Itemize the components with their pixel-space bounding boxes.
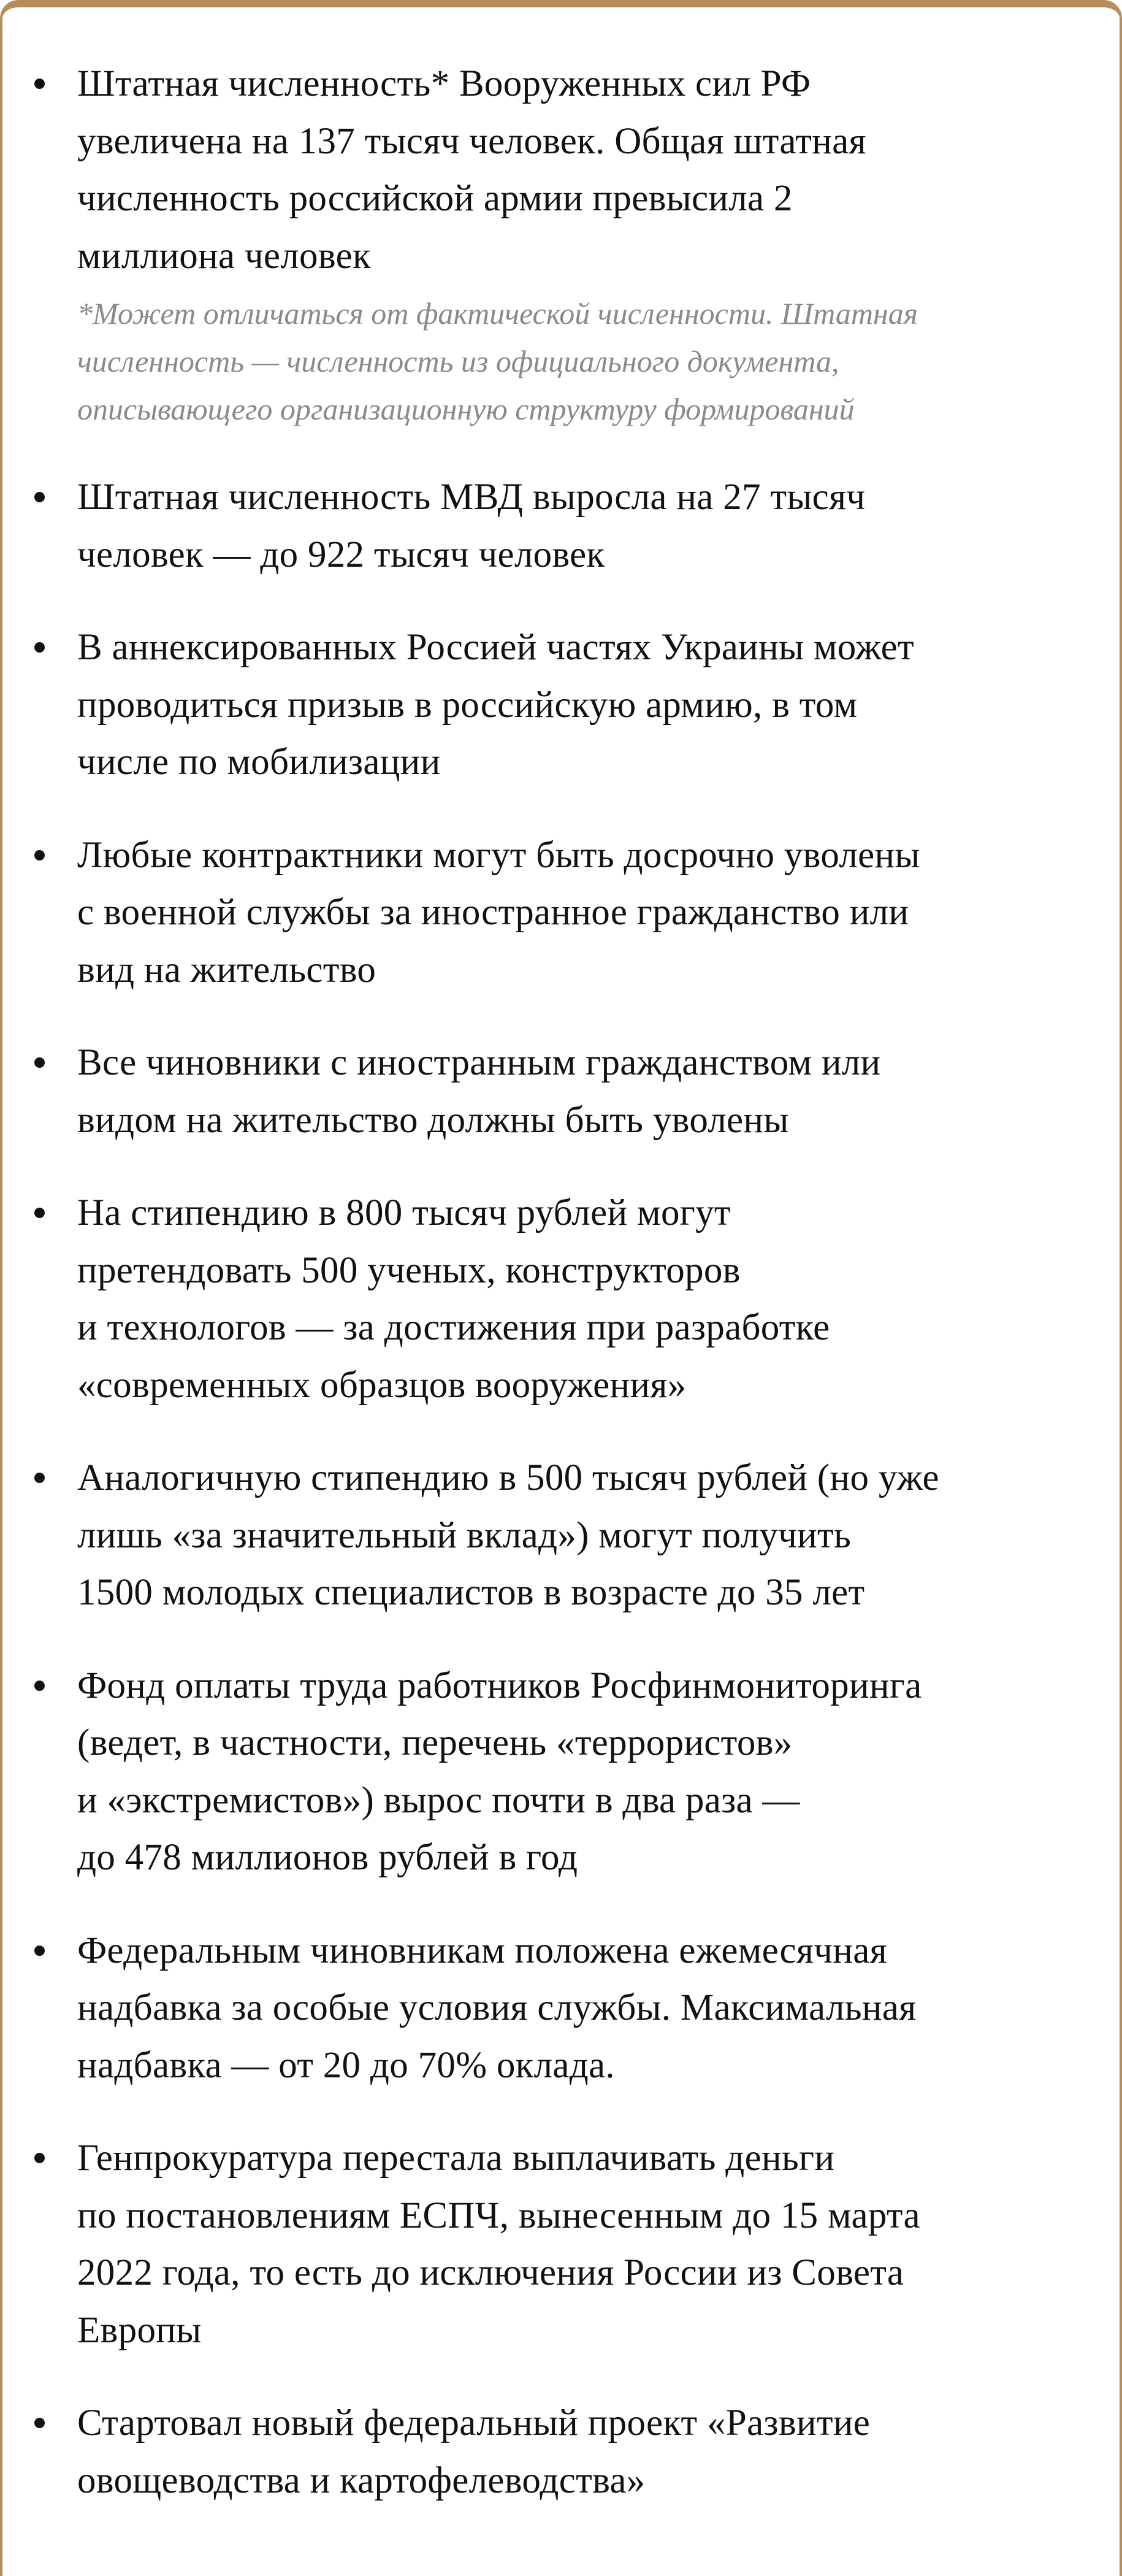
list-item-text: надбавка за особые условия службы. Максимальная [77,1987,917,2028]
list-item-text: В аннексированных Россией частях Украины может [77,627,915,668]
list-item-text: вид на жительство [77,949,376,991]
footnote [77,289,1122,433]
list-item-text: до 478 миллионов рублей в год [77,1837,578,1878]
list-item-text: Все чиновники с иностранным гражданством или [77,1042,881,1083]
list-item [2,1034,1122,1149]
list-item-text: (ведет, в частности, перечень «террористов» [77,1722,793,1763]
bullet-icon [34,1473,45,1483]
list-item-text: овощеводства и картофелеводства» [77,2459,646,2501]
bullet-icon [34,1681,45,1691]
bullet-icon [34,492,45,502]
footnote-text: описывающего организационную структуру формирований [77,392,855,426]
list-item-text: Фонд оплаты труда работников Росфинмониторинга [77,1665,922,1706]
list-item-text: Аналогичную стипендию в 500 тысяч рублей (но уже [77,1457,939,1498]
list-item-text: претендовать 500 ученых, конструкторов [77,1249,741,1291]
list-item-text: Любые контрактники могут быть досрочно уволены [77,834,920,876]
list-item-text: видом на жительство должны быть уволены [77,1099,789,1141]
list-item-text: Европы [77,2309,202,2351]
list-item-text: и «экстремистов») вырос почти в два раза — [77,1779,800,1821]
list-item-text: Штатная численность* Вооруженных сил РФ [77,63,811,104]
footnote-text: *Может отличаться от фактической численности. Штатная [77,296,918,331]
list-item [2,1657,1122,1887]
list-item-text: Федеральным чиновникам положена ежемесячная [77,1930,887,1971]
list-item-text: проводиться призыв в российскую армию, в том [77,684,858,726]
list-item-text: 2022 года, то есть до исключения России из Совета [77,2252,904,2293]
list-item-text: по постановлениям ЕСПЧ, вынесенным до 15 марта [77,2195,920,2236]
list-item-text: «современных образцов вооружения» [77,1364,687,1406]
list-item [2,1922,1122,2095]
list-item-text: надбавка — от 20 до 70% оклада. [77,2044,615,2086]
list-item-text: Генпрокуратура перестала выплачивать деньги [77,2137,835,2179]
bullet-icon [34,1208,45,1218]
list-item [2,827,1122,999]
list-item [2,2394,1122,2509]
list-item-text: численность российской армии превысила 2 [77,178,793,219]
list-item-text: числе по мобилизации [77,742,441,783]
list-item-text: человек — до 922 тысяч человек [77,534,605,575]
bullet-icon [34,2418,45,2428]
list-item-text: увеличена на 137 тысяч человек. Общая штатная [77,120,866,162]
footnote-text: численность — численность из официального документа, [77,344,839,378]
list-item-text: 1500 молодых специалистов в возрасте до 35 лет [77,1572,865,1613]
bullet-icon [34,642,45,653]
list-item [2,55,1122,433]
bullet-icon [34,79,45,89]
list-item-text: лишь «за значительный вклад») могут получить [77,1514,852,1556]
bullet-icon [34,1945,45,1956]
list-item [2,469,1122,583]
facts-list [2,55,1122,2545]
list-item-text: Штатная численность МВД выросла на 27 тысяч [77,477,866,518]
bullet-icon [34,1057,45,1068]
list-item-text: На стипендию в 800 тысяч рублей могут [77,1192,731,1233]
list-item-text: миллиона человек [77,235,371,277]
list-item-text: с военной службы за иностранное гражданство или [77,892,909,933]
list-item [2,619,1122,791]
list-item-text: Стартовал новый федеральный проект «Развитие [77,2402,871,2444]
list-item-text: и технологов — за достижения при разработке [77,1307,830,1348]
bullet-icon [34,2153,45,2163]
list-item [2,1184,1122,1414]
list-item [2,2129,1122,2359]
list-item [2,1449,1122,1622]
bullet-icon [34,850,45,861]
